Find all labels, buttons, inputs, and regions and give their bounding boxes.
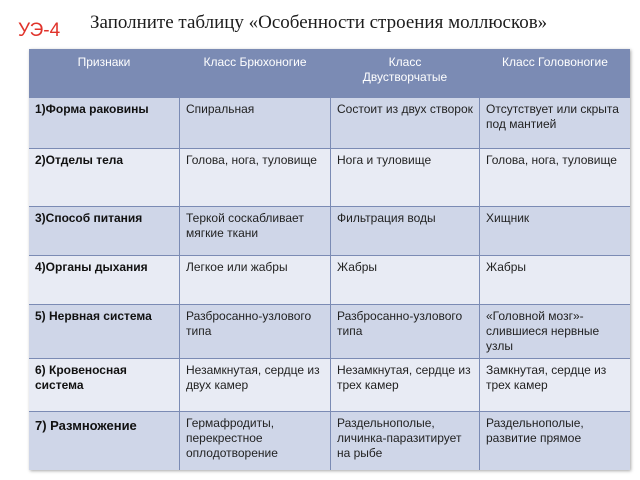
row-circulatory-gastropoda: Незамкнутая, сердце из двух камер — [180, 359, 330, 411]
row-nervous-gastropoda: Разбросанно-узлового типа — [180, 305, 330, 358]
header-cephalopoda: Класс Головоногие — [502, 55, 608, 69]
row-nervous-feature: 5) Нервная система — [29, 305, 179, 358]
row-respiration-feature: 4)Органы дыхания — [29, 256, 179, 304]
row-nervous-cephalopoda: «Головной мозг»-слившиеся нервные узлы — [480, 305, 630, 358]
row-shell-shape-cephalopoda: Отсутствует или скрыта под мантией — [480, 98, 630, 148]
row-shell-shape-bivalvia: Состоит из двух створок — [331, 98, 479, 148]
row-reproduction-gastropoda: Гермафродиты, перекрестное оплодотворение — [180, 412, 330, 470]
row-feeding-cephalopoda: Хищник — [480, 207, 630, 255]
row-circulatory-cephalopoda: Замкнутая, сердце из трех камер — [480, 359, 630, 411]
slide-label: УЭ-4 — [18, 20, 61, 41]
row-reproduction-cephalopoda: Раздельнополые, развитие прямое — [480, 412, 630, 470]
row-body-parts-bivalvia: Нога и туловище — [331, 149, 479, 206]
row-reproduction-bivalvia: Раздельнополые, личинка-паразитирует на рыбе — [331, 412, 479, 470]
header-gastropoda: Класс Брюхоногие — [203, 55, 307, 69]
page-title: Заполните таблицу «Особенности строения моллюсков» — [90, 12, 548, 33]
row-respiration-bivalvia: Жабры — [331, 256, 479, 304]
row-reproduction-feature: 7) Размножение — [29, 412, 179, 470]
row-feeding-gastropoda: Теркой соскабливает мягкие ткани — [180, 207, 330, 255]
row-circulatory-bivalvia: Незамкнутая, сердце из трех камер — [331, 359, 479, 411]
header-features: Признаки — [77, 55, 131, 69]
row-shell-shape-gastropoda: Спиральная — [180, 98, 330, 148]
row-body-parts-gastropoda: Голова, нога, туловище — [180, 149, 330, 206]
row-respiration-gastropoda: Легкое или жабры — [180, 256, 330, 304]
mollusk-table — [29, 49, 630, 470]
row-body-parts-cephalopoda: Голова, нога, туловище — [480, 149, 630, 206]
row-feeding-feature: 3)Способ питания — [29, 207, 179, 255]
row-shell-shape-feature: 1)Форма раковины — [29, 98, 179, 148]
row-body-parts-feature: 2)Отделы тела — [29, 149, 179, 206]
row-nervous-bivalvia: Разбросанно-узлового типа — [331, 305, 479, 358]
header-bivalvia: Класс Двустворчатые — [362, 55, 448, 84]
row-respiration-cephalopoda: Жабры — [480, 256, 630, 304]
row-circulatory-feature: 6) Кровеносная система — [29, 359, 179, 411]
row-feeding-bivalvia: Фильтрация воды — [331, 207, 479, 255]
